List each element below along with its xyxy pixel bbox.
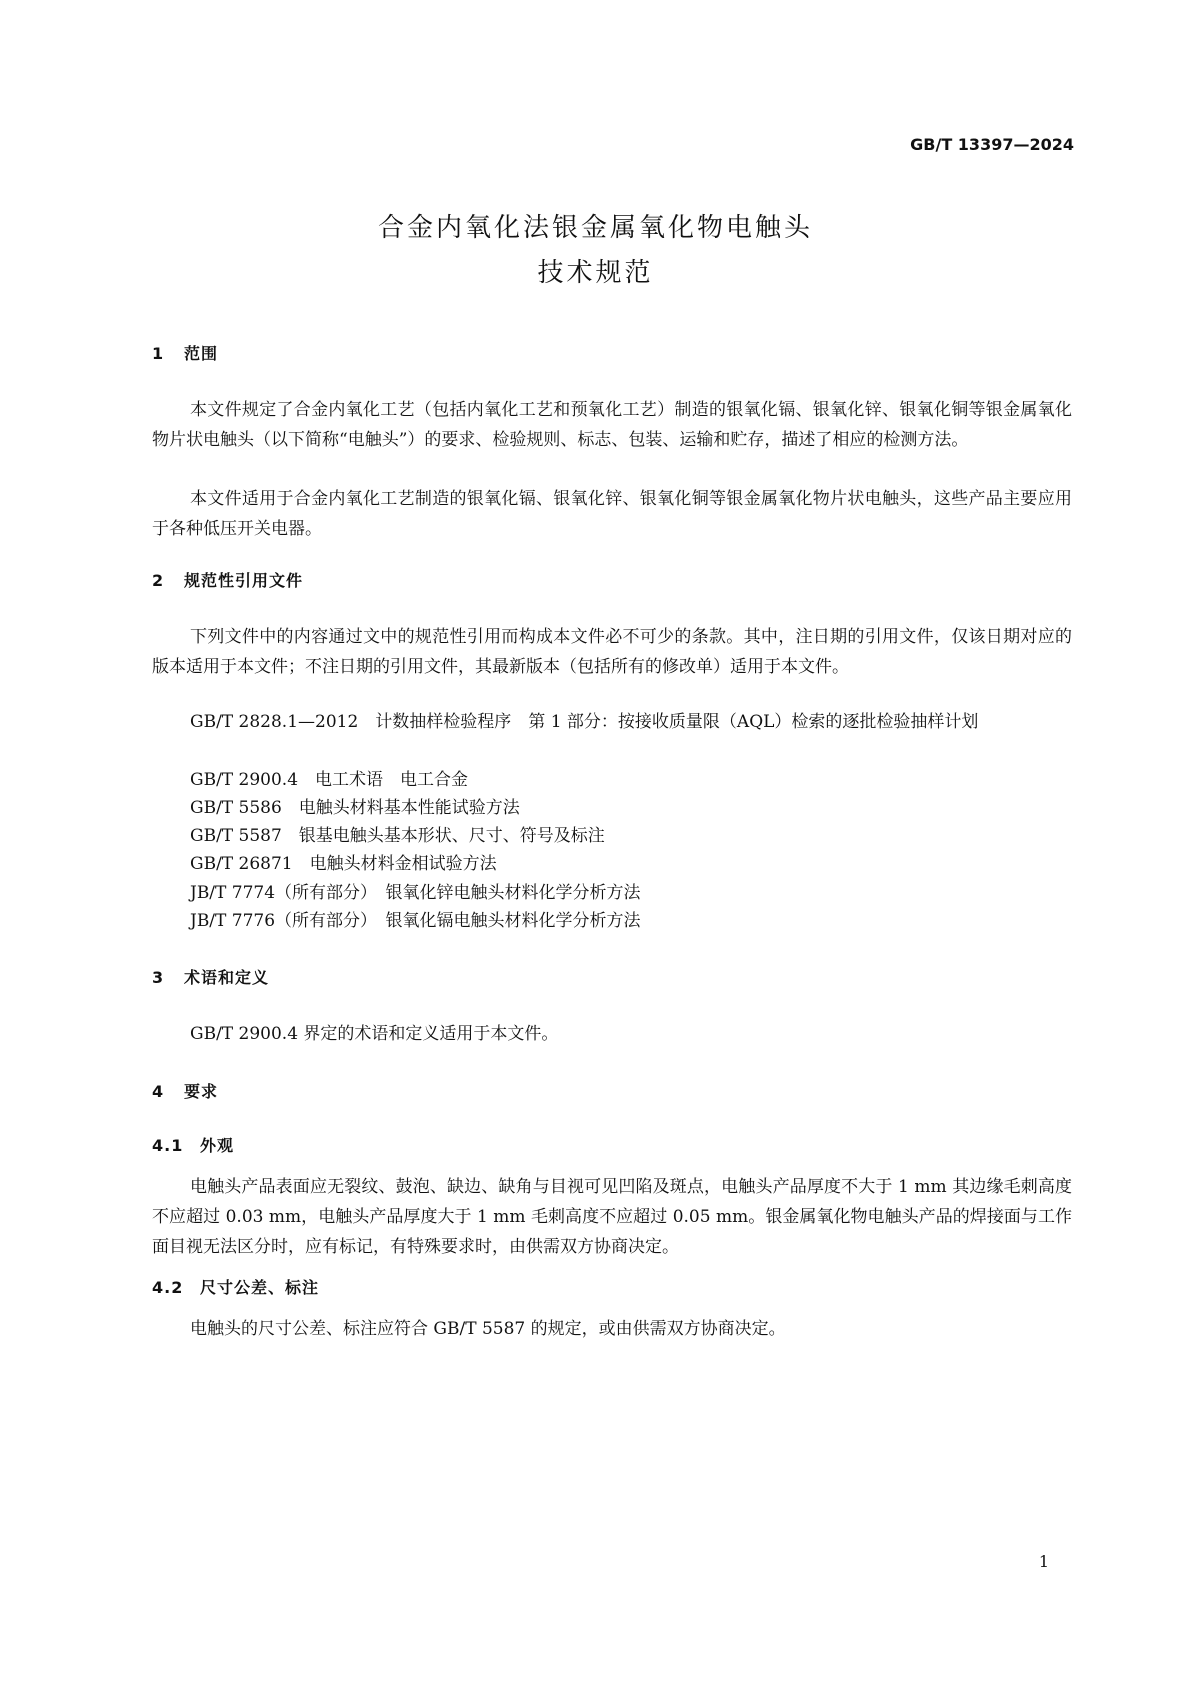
- subsection-title: 外观: [200, 1136, 235, 1155]
- subsection-number: 4.2: [152, 1278, 184, 1297]
- section-title: 要求: [184, 1082, 219, 1101]
- subsection-title: 尺寸公差、标注: [200, 1278, 320, 1297]
- page-number: 1: [1038, 1552, 1049, 1571]
- paragraph: GB/T 2900.4 界定的术语和定义适用于本文件。: [190, 1024, 559, 1044]
- subsection-heading-dimensions: [152, 1275, 319, 1298]
- section-heading-scope: [152, 341, 218, 364]
- section-heading-requirements: [152, 1079, 218, 1102]
- reference-item: GB/T 5587 银基电触头基本形状、尺寸、符号及标注: [190, 826, 605, 846]
- paragraph: 电触头产品表面应无裂纹、鼓泡、缺边、缺角与目视可见凹陷及斑点，电触头产品厚度不大于 1 mm 其边缘毛刺高度不应超过 0.03 mm，电触头产品厚度大于 1 mm 毛刺高度不应超过 0.05 mm。银金属氧化物电触头产品的焊接面与工作面目视无法区分时，应有标记，有特殊要求时，由供需双方协商决定。: [152, 1177, 1072, 1257]
- section-number: 4: [152, 1082, 165, 1101]
- reference-item: JB/T 7776（所有部分） 银氧化镉电触头材料化学分析方法: [190, 911, 641, 931]
- paragraph: 本文件适用于合金内氧化工艺制造的银氧化镉、银氧化锌、银氧化铜等银金属氧化物片状电触头，这些产品主要应用于各种低压开关电器。: [152, 489, 1072, 539]
- section-number: 3: [152, 968, 165, 987]
- section-title: 范围: [184, 344, 219, 363]
- section-title: 术语和定义: [184, 968, 270, 987]
- subsection-heading-appearance: [152, 1133, 234, 1156]
- section-number: 1: [152, 344, 165, 363]
- reference-item: GB/T 2828.1—2012 计数抽样检验程序 第 1 部分：按接收质量限（AQL）检索的逐批检验抽样计划: [190, 712, 979, 732]
- subsection-number: 4.1: [152, 1136, 184, 1155]
- paragraph: 电触头的尺寸公差、标注应符合 GB/T 5587 的规定，或由供需双方协商决定。: [190, 1319, 786, 1339]
- reference-item: GB/T 2900.4 电工术语 电工合金: [190, 770, 469, 790]
- reference-item: JB/T 7774（所有部分） 银氧化锌电触头材料化学分析方法: [190, 883, 641, 903]
- document-title-line2: 技术规范: [537, 258, 654, 288]
- standard-code: GB/T 13397—2024: [910, 135, 1074, 154]
- paragraph: 下列文件中的内容通过文中的规范性引用而构成本文件必不可少的条款。其中，注日期的引用文件，仅该日期对应的版本适用于本文件；不注日期的引用文件，其最新版本（包括所有的修改单）适用于本文件。: [152, 627, 1072, 677]
- section-number: 2: [152, 571, 165, 590]
- reference-item: GB/T 26871 电触头材料金相试验方法: [190, 854, 497, 874]
- section-heading-terms: [152, 965, 269, 988]
- paragraph: 本文件规定了合金内氧化工艺（包括内氧化工艺和预氧化工艺）制造的银氧化镉、银氧化锌、银氧化铜等银金属氧化物片状电触头（以下简称“电触头”）的要求、检验规则、标志、包装、运输和贮存，描述了相应的检测方法。: [152, 400, 1072, 450]
- section-title: 规范性引用文件: [184, 571, 304, 590]
- section-heading-normative-references: [152, 568, 303, 591]
- document-title-line1: 合金内氧化法银金属氧化物电触头: [377, 213, 813, 243]
- reference-item: GB/T 5586 电触头材料基本性能试验方法: [190, 798, 520, 818]
